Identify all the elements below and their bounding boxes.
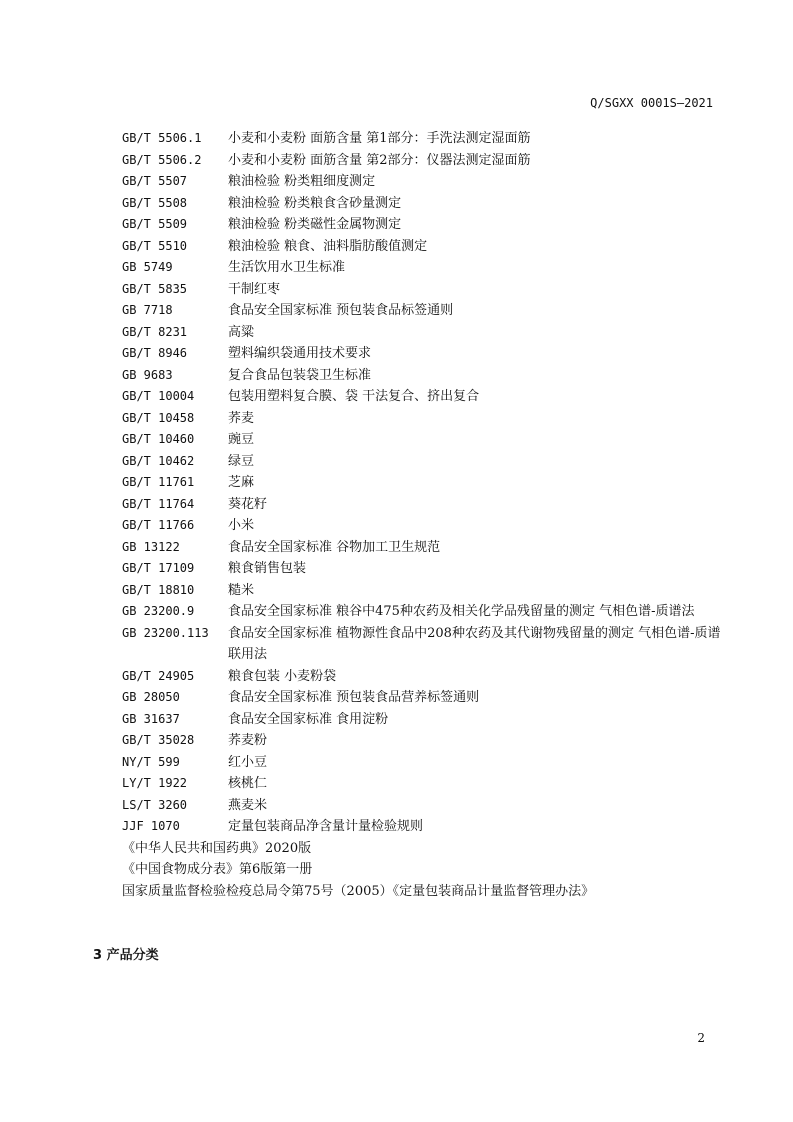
standard-title: 糙米 xyxy=(228,582,255,598)
standard-title: 小麦和小麦粉 面筋含量 第1部分：手洗法测定湿面筋 xyxy=(228,131,531,146)
reference-item xyxy=(122,214,722,236)
standard-title: 荞麦 xyxy=(228,410,255,426)
standard-title: 包装用塑料复合膜、袋 干法复合、挤出复合 xyxy=(228,389,480,404)
standard-code: GB/T 18810 xyxy=(122,582,195,597)
standard-title: 复合食品包装袋卫生标准 xyxy=(228,367,372,383)
reference-item xyxy=(122,666,722,688)
reference-item xyxy=(122,300,722,322)
reference-document: 《中国食物成分表》第6版第一册 xyxy=(122,862,313,877)
standard-title: 核桃仁 xyxy=(228,776,268,791)
reference-item xyxy=(122,386,722,408)
reference-item xyxy=(122,472,722,494)
standard-code: GB 13122 xyxy=(122,539,180,554)
standard-code: GB/T 10462 xyxy=(122,453,195,468)
standard-code: GB 9683 xyxy=(122,367,173,382)
reference-item xyxy=(122,171,722,193)
reference-item xyxy=(122,623,722,666)
page-number: 2 xyxy=(697,1031,705,1045)
document-code: Q/SGXX 0001S—2021 xyxy=(590,96,713,110)
reference-item xyxy=(122,279,722,301)
standard-code: GB 28050 xyxy=(122,690,180,704)
standard-code: GB/T 5510 xyxy=(122,238,188,253)
reference-item xyxy=(122,580,722,602)
reference-item xyxy=(122,709,722,731)
reference-document: 国家质量监督检验检疫总局令第75号（2005）《定量包装商品计量监督管理办法》 xyxy=(122,883,595,899)
reference-list xyxy=(122,128,722,902)
standard-code: JJF 1070 xyxy=(122,819,180,833)
standard-title: 豌豆 xyxy=(228,432,255,447)
reference-item xyxy=(122,558,722,580)
standard-title: 小米 xyxy=(228,518,255,533)
standard-title: 食品安全国家标准 植物源性食品中208种农药及其代谢物残留量的测定 气相色谱-质谱联用法 xyxy=(228,625,721,662)
standard-code: GB/T 10458 xyxy=(122,410,195,425)
standard-code: NY/T 599 xyxy=(122,754,180,769)
standard-code: GB/T 10004 xyxy=(122,389,195,403)
reference-item xyxy=(122,257,722,279)
standard-title: 葵花籽 xyxy=(228,496,268,512)
reference-item xyxy=(122,730,722,752)
standard-title: 荞麦粉 xyxy=(228,733,268,748)
standard-code: GB/T 5509 xyxy=(122,217,188,231)
standard-title: 粮食销售包装 xyxy=(228,561,307,576)
standard-code: GB/T 24905 xyxy=(122,668,195,683)
standard-code: GB/T 8231 xyxy=(122,324,188,339)
standard-code: GB 5749 xyxy=(122,260,173,274)
standard-title: 食品安全国家标准 预包装食品标签通则 xyxy=(228,303,454,318)
reference-item xyxy=(122,365,722,387)
reference-item xyxy=(122,816,722,838)
standard-title: 粮油检验 粉类磁性金属物测定 xyxy=(228,217,402,232)
reference-item xyxy=(122,193,722,215)
standard-title: 粮油检验 粉类粮食含砂量测定 xyxy=(228,195,402,211)
reference-item xyxy=(122,150,722,172)
reference-document: 《中华人民共和国药典》2020版 xyxy=(122,840,312,856)
standard-code: GB 23200.9 xyxy=(122,604,195,618)
reference-item xyxy=(122,408,722,430)
standard-code: GB 23200.113 xyxy=(122,625,209,640)
standard-title: 粮油检验 粮食、油料脂肪酸值测定 xyxy=(228,238,428,254)
standard-code: GB 31637 xyxy=(122,711,180,726)
standard-code: GB/T 10460 xyxy=(122,432,195,446)
reference-item xyxy=(122,451,722,473)
standard-title: 食品安全国家标准 食用淀粉 xyxy=(228,711,389,727)
standard-code: GB/T 17109 xyxy=(122,561,195,575)
reference-item xyxy=(122,687,722,709)
reference-item xyxy=(122,322,722,344)
reference-item xyxy=(122,429,722,451)
standard-title: 燕麦米 xyxy=(228,797,268,813)
standard-title: 红小豆 xyxy=(228,754,268,770)
standard-code: GB/T 11766 xyxy=(122,518,195,532)
reference-item xyxy=(122,773,722,795)
reference-item xyxy=(122,494,722,516)
standard-code: LY/T 1922 xyxy=(122,776,188,790)
standard-title: 塑料编织袋通用技术要求 xyxy=(228,346,372,361)
section-heading: 3 产品分类 xyxy=(93,948,159,963)
standard-code: GB 7718 xyxy=(122,303,173,317)
reference-item xyxy=(122,236,722,258)
standard-title: 粮油检验 粉类粗细度测定 xyxy=(228,174,376,189)
reference-item xyxy=(122,343,722,365)
standard-title: 绿豆 xyxy=(228,453,255,469)
reference-item xyxy=(122,515,722,537)
standard-code: GB/T 5507 xyxy=(122,174,188,188)
standard-code: GB/T 5508 xyxy=(122,195,188,210)
standard-code: GB/T 5835 xyxy=(122,281,188,296)
standard-title: 定量包装商品净含量计量检验规则 xyxy=(228,819,424,834)
standard-code: GB/T 5506.1 xyxy=(122,131,202,145)
standard-title: 芝麻 xyxy=(228,475,255,490)
standard-code: GB/T 11764 xyxy=(122,496,195,511)
standard-title: 生活饮用水卫生标准 xyxy=(228,260,346,275)
standard-code: GB/T 8946 xyxy=(122,346,188,360)
standard-title: 食品安全国家标准 预包装食品营养标签通则 xyxy=(228,690,480,705)
reference-item xyxy=(122,752,722,774)
reference-item xyxy=(122,537,722,559)
standard-title: 食品安全国家标准 谷物加工卫生规范 xyxy=(228,539,441,555)
standard-title: 粮食包装 小麦粉袋 xyxy=(228,668,337,684)
standard-title: 高粱 xyxy=(228,324,255,340)
reference-item xyxy=(122,601,722,623)
standard-code: GB/T 35028 xyxy=(122,733,195,747)
standard-title: 小麦和小麦粉 面筋含量 第2部分：仪器法测定湿面筋 xyxy=(228,152,531,168)
reference-item xyxy=(122,128,722,150)
standard-code: GB/T 5506.2 xyxy=(122,152,202,167)
standard-code: LS/T 3260 xyxy=(122,797,188,812)
standard-title: 干制红枣 xyxy=(228,281,281,297)
standard-code: GB/T 11761 xyxy=(122,475,195,489)
reference-item xyxy=(122,795,722,817)
standard-title: 食品安全国家标准 粮谷中475种农药及相关化学品残留量的测定 气相色谱-质谱法 xyxy=(228,604,695,619)
